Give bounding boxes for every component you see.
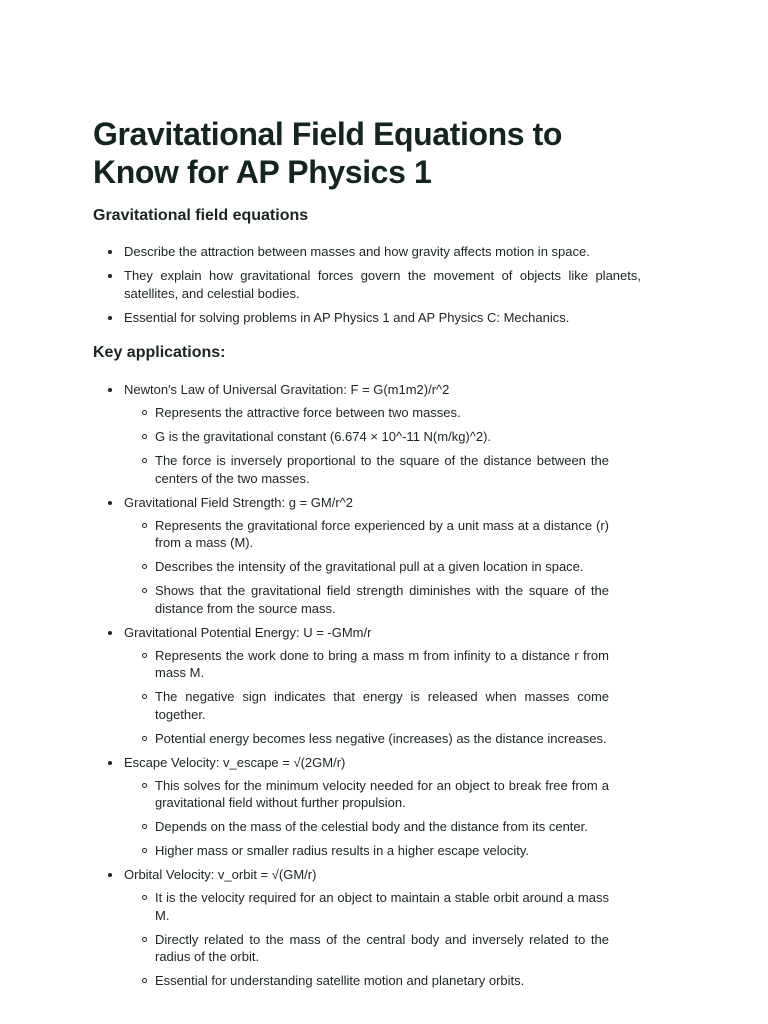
list-item: They explain how gravitational forces govern the movement of objects like planets, satellites, and celestial bodies. — [93, 267, 641, 303]
sub-list-item: Represents the attractive force between two masses. — [124, 404, 609, 422]
sub-list-item: Represents the gravitational force experienced by a unit mass at a distance (r) from a mass (M). — [124, 517, 609, 552]
intro-list — [93, 243, 641, 327]
sub-list-item: Depends on the mass of the celestial body and the distance from its center. — [124, 818, 609, 836]
list-item: Describe the attraction between masses and how gravity affects motion in space. — [93, 243, 641, 261]
sub-list-item: Potential energy becomes less negative (increases) as the distance increases. — [124, 730, 609, 748]
sub-list-item: It is the velocity required for an object to maintain a stable orbit around a mass M. — [124, 889, 609, 924]
sub-list — [124, 404, 609, 487]
list-item-field-strength — [93, 494, 641, 618]
item-label: Escape Velocity: v_escape = √(2GM/r) — [124, 754, 346, 770]
article — [93, 115, 641, 996]
list-item: Essential for solving problems in AP Physics 1 and AP Physics C: Mechanics. — [93, 309, 641, 327]
sub-list — [124, 777, 609, 860]
item-label: Gravitational Field Strength: g = GM/r^2 — [124, 494, 354, 510]
item-label: Orbital Velocity: v_orbit = √(GM/r) — [124, 867, 317, 882]
sub-list-item: The negative sign indicates that energy is released when masses come together. — [124, 688, 609, 723]
sub-list — [124, 889, 609, 990]
applications-list — [93, 381, 641, 990]
sub-list-item: Higher mass or smaller radius results in a higher escape velocity. — [124, 842, 609, 860]
sub-list-item: This solves for the minimum velocity needed for an object to break free from a gravitational field without further propulsion. — [124, 777, 609, 812]
sub-list-item: Represents the work done to bring a mass m from infinity to a distance r from mass M. — [124, 647, 609, 682]
sub-list-item: Describes the intensity of the gravitational pull at a given location in space. — [124, 558, 609, 576]
sub-list-item: Directly related to the mass of the central body and inversely related to the radius of the orbit. — [124, 931, 609, 966]
list-item-escape-velocity — [93, 754, 641, 860]
list-item-newtons-law — [93, 381, 641, 487]
item-label: Gravitational Potential Energy: U = -GMm/r — [124, 624, 372, 640]
sub-list-item: Essential for understanding satellite motion and planetary orbits. — [124, 972, 609, 990]
sub-list-item: Shows that the gravitational field strength diminishes with the square of the distance from the source mass. — [124, 582, 609, 617]
section-heading-field-equations: Gravitational field equations — [93, 207, 309, 224]
sub-list — [124, 517, 609, 618]
list-item-potential-energy — [93, 624, 641, 748]
item-label: Newton's Law of Universal Gravitation: F = G(m1m2)/r^2 — [124, 382, 450, 397]
section-heading-key-applications: Key applications: — [93, 344, 226, 361]
list-item-orbital-velocity — [93, 866, 641, 990]
sub-list — [124, 647, 609, 748]
page-title: Gravitational Field Equations to Know for AP Physics 1 — [93, 116, 563, 190]
sub-list-item: The force is inversely proportional to the square of the distance between the centers of the two masses. — [124, 452, 609, 487]
sub-list-item: G is the gravitational constant (6.674 × 10^-11 N(m/kg)^2). — [124, 428, 609, 446]
